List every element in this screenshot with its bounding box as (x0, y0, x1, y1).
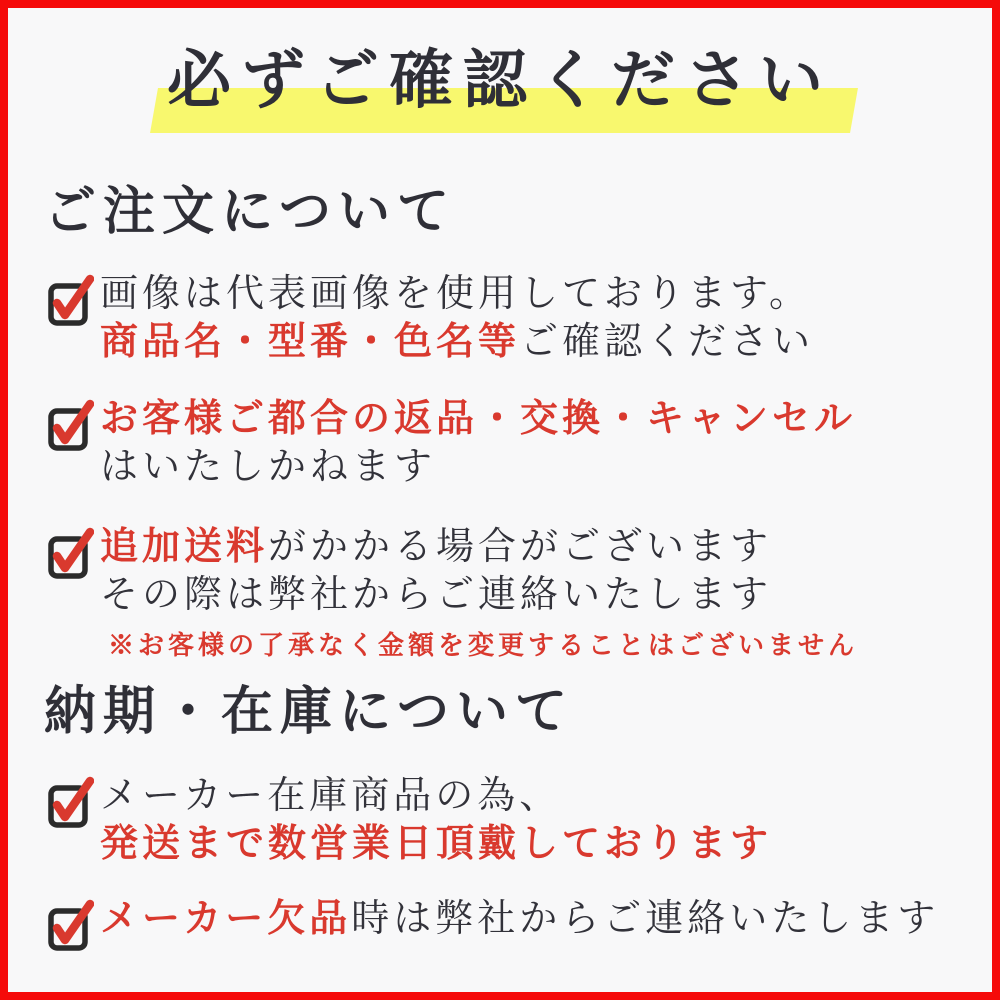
item-text (100, 395, 856, 491)
item-line (100, 318, 814, 366)
item-line (100, 270, 814, 318)
checked-checkbox-icon (48, 397, 94, 453)
item-text (100, 895, 939, 943)
text-run: メーカー在庫商品の為、 (100, 775, 562, 817)
text-run-emphasis: お客様ご都合の返品・交換・キャンセル (100, 398, 857, 440)
page-title: 必ずご確認ください (167, 45, 833, 116)
list-item (48, 395, 856, 491)
text-run-emphasis: 発送まで数営業日頂戴しております (100, 823, 773, 865)
list-item (48, 523, 858, 673)
text-run: 画像は代表画像を使用しております。 (100, 273, 811, 315)
item-line (100, 895, 939, 943)
checked-checkbox-icon (48, 897, 94, 953)
text-run: ご確認ください (520, 321, 815, 363)
checked-checkbox-icon (48, 774, 94, 830)
list-item (48, 772, 772, 868)
text-run-emphasis: 追加送料 (100, 526, 269, 568)
section-heading-orders: ご注文について (44, 184, 456, 241)
list-item (48, 270, 814, 366)
text-run: その際は弊社からご連絡いたします (100, 574, 773, 616)
item-line (100, 571, 858, 619)
text-run-emphasis: メーカー欠品 (100, 898, 352, 940)
section-heading-delivery: 納期・在庫について (44, 684, 574, 741)
text-run-emphasis: 商品名・型番・色名等 (100, 321, 521, 363)
checked-checkbox-icon (48, 272, 94, 328)
item-line (100, 523, 858, 571)
item-note: ※お客様の了承なく金額を変更することはございません (108, 631, 859, 660)
item-line (100, 820, 772, 868)
item-text (100, 523, 858, 673)
text-run: 時は弊社からご連絡いたします (351, 898, 940, 940)
text-run: はいたしかねます (100, 446, 437, 488)
list-item (48, 895, 939, 953)
checked-checkbox-icon (48, 525, 94, 581)
item-line (100, 772, 772, 820)
item-line (100, 443, 856, 491)
item-text (100, 270, 814, 366)
item-text (100, 772, 772, 868)
item-line (100, 395, 856, 443)
text-run: がかかる場合がございます (268, 526, 773, 568)
